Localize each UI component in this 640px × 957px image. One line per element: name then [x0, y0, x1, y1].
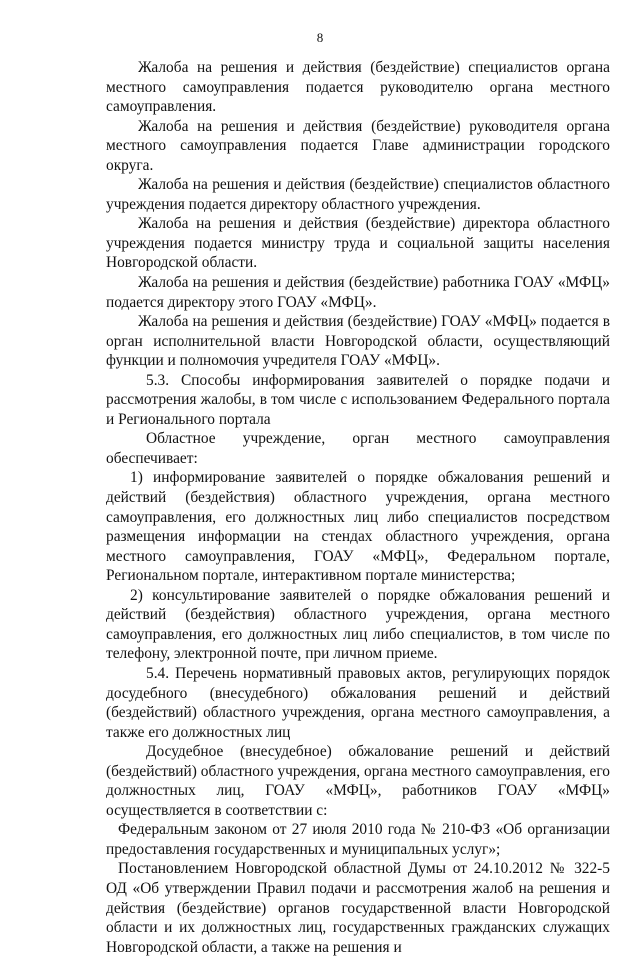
paragraph-institution-provides: Областное учреждение, орган местного самоуправления обеспечивает: [106, 430, 610, 467]
paragraph-complaint-mfc: Жалоба на решения и действия (бездействие) ГОАУ «МФЦ» подается в орган исполнительной власти Новгородской области, осуществляющий функции и полномочия учредителя ГОАУ «МФЦ». [106, 313, 610, 370]
page-number: 8 [316, 30, 324, 45]
paragraph-complaint-mfc-employee: Жалоба на решения и действия (бездействие) работника ГОАУ «МФЦ» подается директору этого ГОАУ «МФЦ». [106, 274, 610, 311]
paragraph-pretrial-appeal: Досудебное (внесудебное) обжалование решений и действий (бездействий) областного учреждения, органа местного самоуправления, его должностных лиц, ГОАУ «МФЦ», работников ГОАУ «МФЦ» осуществляется в соответствии с: [106, 743, 610, 819]
paragraph-regional-resolution-322: Постановлением Новгородской областной Думы от 24.10.2012 № 322-5 ОД «Об утверждении Правил подачи и рассмотрения жалоб на решения и действия (бездействие) органов государственной власти Новгородской области и их должностных лиц, государственных гражданских служащих Новгородской области, а также на решения и [106, 860, 610, 956]
section-heading-5-3: 5.3. Способы информирования заявителей о порядке подачи и рассмотрения жалобы, в том числе с использованием Федерального портала и Регионального портала [106, 371, 610, 428]
paragraph-complaint-head-local-government: Жалоба на решения и действия (бездействие) руководителя органа местного самоуправления подается Главе администрации городского округа. [106, 117, 610, 174]
section-heading-5-4: 5.4. Перечень нормативный правовых актов, регулирующих порядок досудебного (внесудебного) обжалования решений и действий (бездействий) областного учреждения, органа местного самоуправления, а также его должностных лиц [106, 664, 610, 741]
paragraph-complaint-specialists-regional-institution: Жалоба на решения и действия (бездействие) специалистов областного учреждения подается директору областного учреждения. [106, 176, 610, 213]
paragraph-federal-law-210: Федеральным законом от 27 июля 2010 года № 210-ФЗ «Об организации предоставления государственных и муниципальных услуг»; [106, 821, 610, 858]
paragraph-complaint-director-regional-institution: Жалоба на решения и действия (бездействие) директора областного учреждения подается министру труда и социальной защиты населения Новгородской области. [106, 215, 610, 272]
list-item-informing: 1) информирование заявителей о порядке обжалования решений и действий (бездействия) областного учреждения, органа местного самоуправления, его должностных лиц либо специалистов посредством размещения информации на стендах областного учреждения, органа местного самоуправления, ГОАУ «МФЦ», Федеральном портале, Региональном портале, интерактивном портале министерства; [106, 469, 610, 585]
list-item-consulting: 2) консультирование заявителей о порядке обжалования решений и действий (бездействия) областного учреждения, органа местного самоуправления, его должностных лиц либо специалистов, в том числе по телефону, электронной почте, при личном приеме. [106, 586, 610, 663]
document-body [106, 58, 610, 957]
paragraph-complaint-specialists-local-government: Жалоба на решения и действия (бездействие) специалистов органа местного самоуправления подается руководителю органа местного самоуправления. [106, 59, 610, 116]
